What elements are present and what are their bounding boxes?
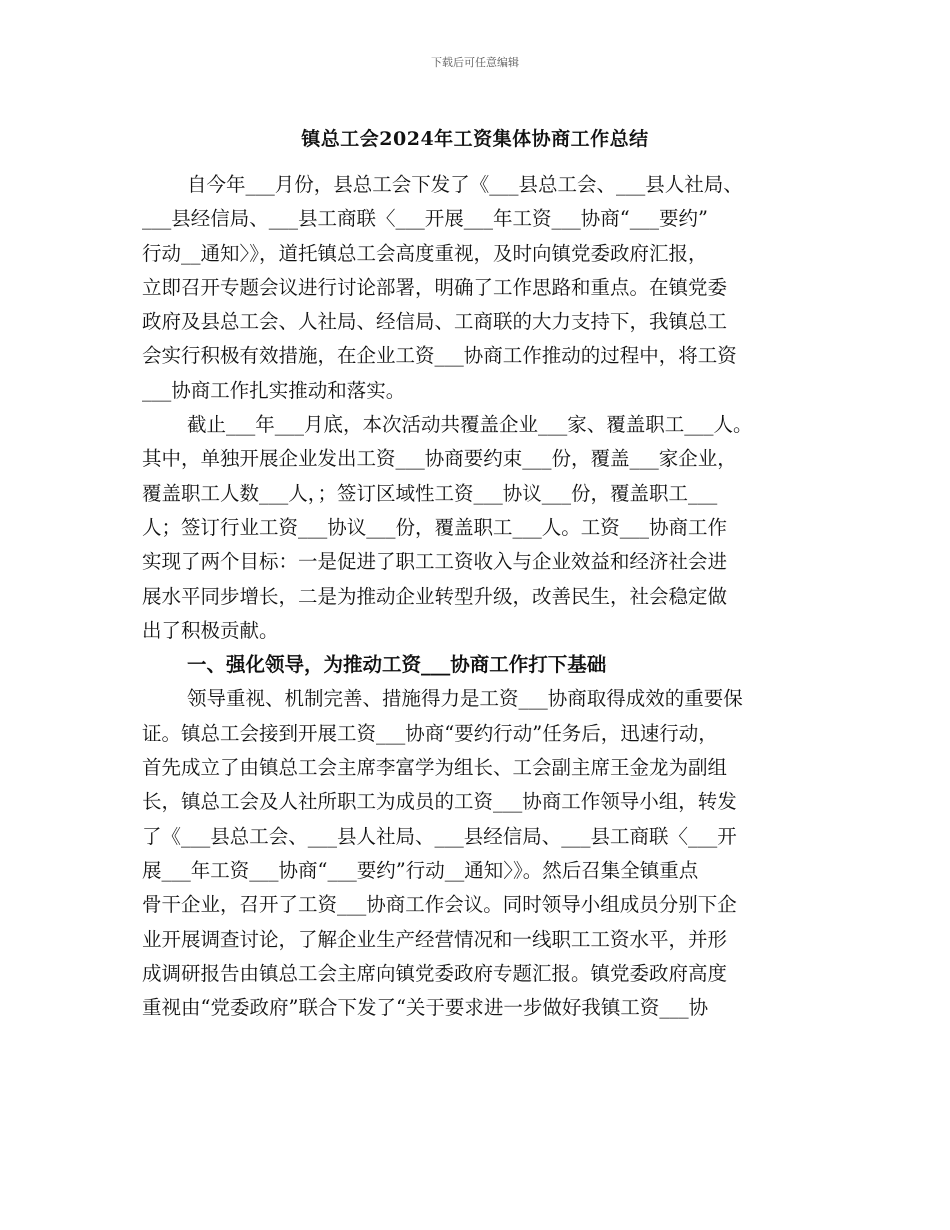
- paragraph-1-line-6: 会实行积极有效措施，在企业工资___协商工作推动的过程中，将工资: [142, 344, 737, 368]
- paragraph-1-line-2: ___县经信局、___县工商联〈___开展___年工资___协商“___要约”: [142, 207, 708, 231]
- paragraph-1-line-4: 立即召开专题会议进行讨论部署，明确了工作思路和重点。在镇党委: [142, 275, 728, 299]
- section-heading: 一、强化领导，为推动工资___协商工作打下基础: [187, 653, 607, 677]
- paragraph-3-line-5: 了《___县总工会、___县人社局、___县经信局、___县工商联〈___开: [142, 824, 737, 848]
- paragraph-3-line-6: 展___年工资___协商“___要约”行动__通知〉》。然后召集全镇重点: [142, 858, 699, 882]
- paragraph-3-line-4: 长，镇总工会及人社所职工为成员的工资___协商工作领导小组，转发: [142, 790, 737, 814]
- paragraph-3-line-8: 业开展调查讨论，了解企业生产经营情况和一线职工工资水平，并形: [142, 927, 728, 951]
- paragraph-1-line-3: 行动__通知〉》，道托镇总工会高度重视，及时向镇党委政府汇报，: [142, 241, 708, 265]
- paragraph-3-line-1: 领导重视、机制完善、措施得力是工资___协商取得成效的重要保: [187, 687, 743, 711]
- paragraph-2-line-3: 覆盖职工人数___人，；签订区域性工资___协议___份，覆盖职工___: [142, 481, 718, 505]
- paragraph-2-line-1: 截止___年___月底，本次活动共覆盖企业___家、覆盖职工___人。: [187, 413, 753, 437]
- paragraph-1-line-5: 政府及县总工会、人社局、经信局、工商联的大力支持下，我镇总工: [142, 310, 728, 334]
- header-note: 下载后可任意编辑: [431, 56, 519, 69]
- paragraph-2-line-2: 其中，单独开展企业发出工资___协商要约束___份，覆盖___家企业，: [142, 447, 737, 471]
- paragraph-2-line-4: 人；签订行业工资___协议___份，覆盖职工___人。工资___协商工作: [142, 515, 728, 539]
- paragraph-3-line-7: 骨干企业，召开了工资___协商工作会议。同时领导小组成员分别下企: [142, 893, 737, 917]
- paragraph-1-line-1: 自今年___月份，县总工会下发了《___县总工会、___县人社局、: [187, 173, 743, 196]
- paragraph-1-line-7: ___协商工作扎实推动和落实。: [142, 378, 406, 402]
- document-title: 镇总工会2024年工资集体协商工作总结: [301, 128, 649, 150]
- paragraph-2-line-7: 出了积极贡献。: [142, 618, 279, 642]
- paragraph-3-line-10: 重视由“党委政府”联合下发了“关于要求进一步做好我镇工资___协: [142, 996, 709, 1020]
- paragraph-3-line-2: 证。镇总工会接到开展工资___协商“要约行动”任务后，迅速行动，: [142, 721, 718, 745]
- document-body: [142, 168, 810, 1025]
- paragraph-3-line-9: 成调研报告由镇总工会主席向镇党委政府专题汇报。镇党委政府高度: [142, 961, 728, 985]
- paragraph-2-line-6: 展水平同步增长，二是为推动企业转型升级，改善民生，社会稳定做: [142, 584, 728, 608]
- paragraph-3-line-3: 首先成立了由镇总工会主席李富学为组长、工会副主席王金龙为副组: [142, 756, 728, 780]
- paragraph-2-line-5: 实现了两个目标：一是促进了职工工资收入与企业效益和经济社会进: [142, 550, 728, 574]
